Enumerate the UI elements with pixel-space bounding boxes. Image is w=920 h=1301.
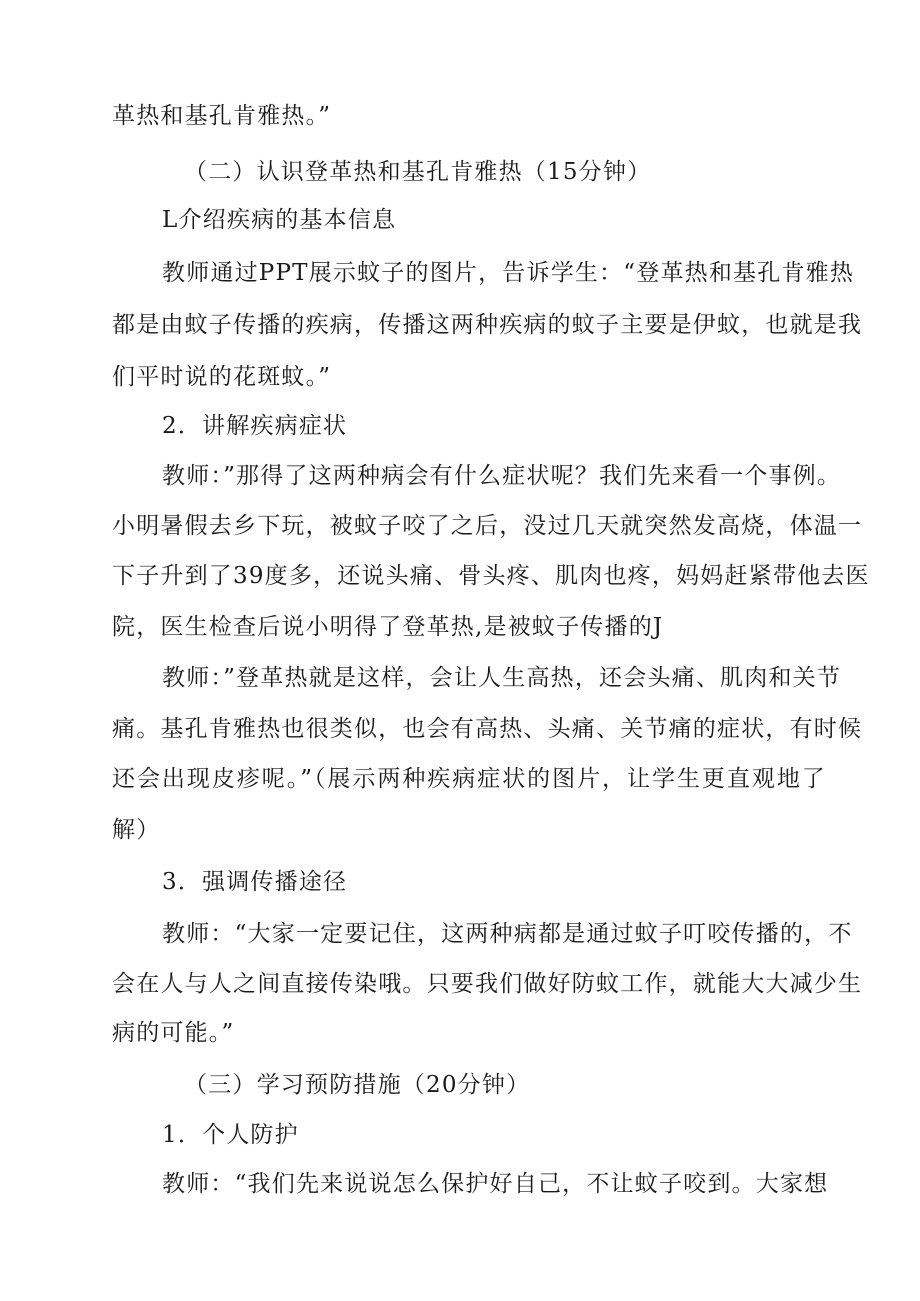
text-line: 还会出现皮疹呢。”（展示两种疾病症状的图片，让学生更直观地了	[112, 766, 826, 792]
section-heading: （二）认识登革热和基孔肯雅热（15分钟）	[184, 159, 652, 185]
text-line: 教师：“大家一定要记住，这两种病都是通过蚊子叮咬传播的，不	[162, 921, 853, 947]
subsection-heading: L介绍疾病的基本信息	[162, 207, 397, 233]
text-line: 都是由蚊子传播的疾病，传播这两种疾病的蚊子主要是伊蚊，也就是我	[112, 312, 863, 338]
subsection-heading: 3．强调传播途径	[162, 869, 348, 895]
text-line: 下子升到了39度多，还说头痛、骨头疼、肌肉也疼，妈妈赶紧带他去医	[112, 563, 870, 589]
text-line: 小明暑假去乡下玩，被蚊子咬了之后，没过几天就突然发高烧，体温一	[112, 513, 863, 539]
text-line: 会在人与人之间直接传染哦。只要我们做好防蚊工作，就能大大减少生	[112, 971, 863, 997]
text-line: 教师：”那得了这两种病会有什么症状呢？我们先来看一个事例。	[162, 463, 842, 489]
text-line: 革热和基孔肯雅热。”	[112, 103, 332, 129]
text-line: 们平时说的花斑蚊。”	[112, 364, 332, 390]
text-line: 病的可能。”	[112, 1020, 235, 1046]
text-line: 解）	[112, 817, 161, 843]
text-line: 痛。基孔肯雅热也很类似，也会有高热、头痛、关节痛的症状，有时候	[112, 716, 863, 742]
subsection-heading: 2．讲解疾病症状	[162, 413, 348, 439]
text-line: 教师通过PPT展示蚊子的图片，告诉学生：“登革热和基孔肯雅热	[162, 260, 855, 286]
section-heading: （三）学习预防措施（20分钟）	[184, 1072, 531, 1098]
text-line: 教师：“我们先来说说怎么保护好自己，不让蚊子咬到。大家想	[162, 1171, 829, 1197]
text-line: 教师：”登革热就是这样，会让人生高热，还会头痛、肌肉和关节	[162, 665, 842, 691]
text-line: 院，医生检查后说小明得了登革热,是被蚊子传播的J	[112, 614, 664, 640]
subsection-heading: 1．个人防护	[162, 1122, 299, 1148]
